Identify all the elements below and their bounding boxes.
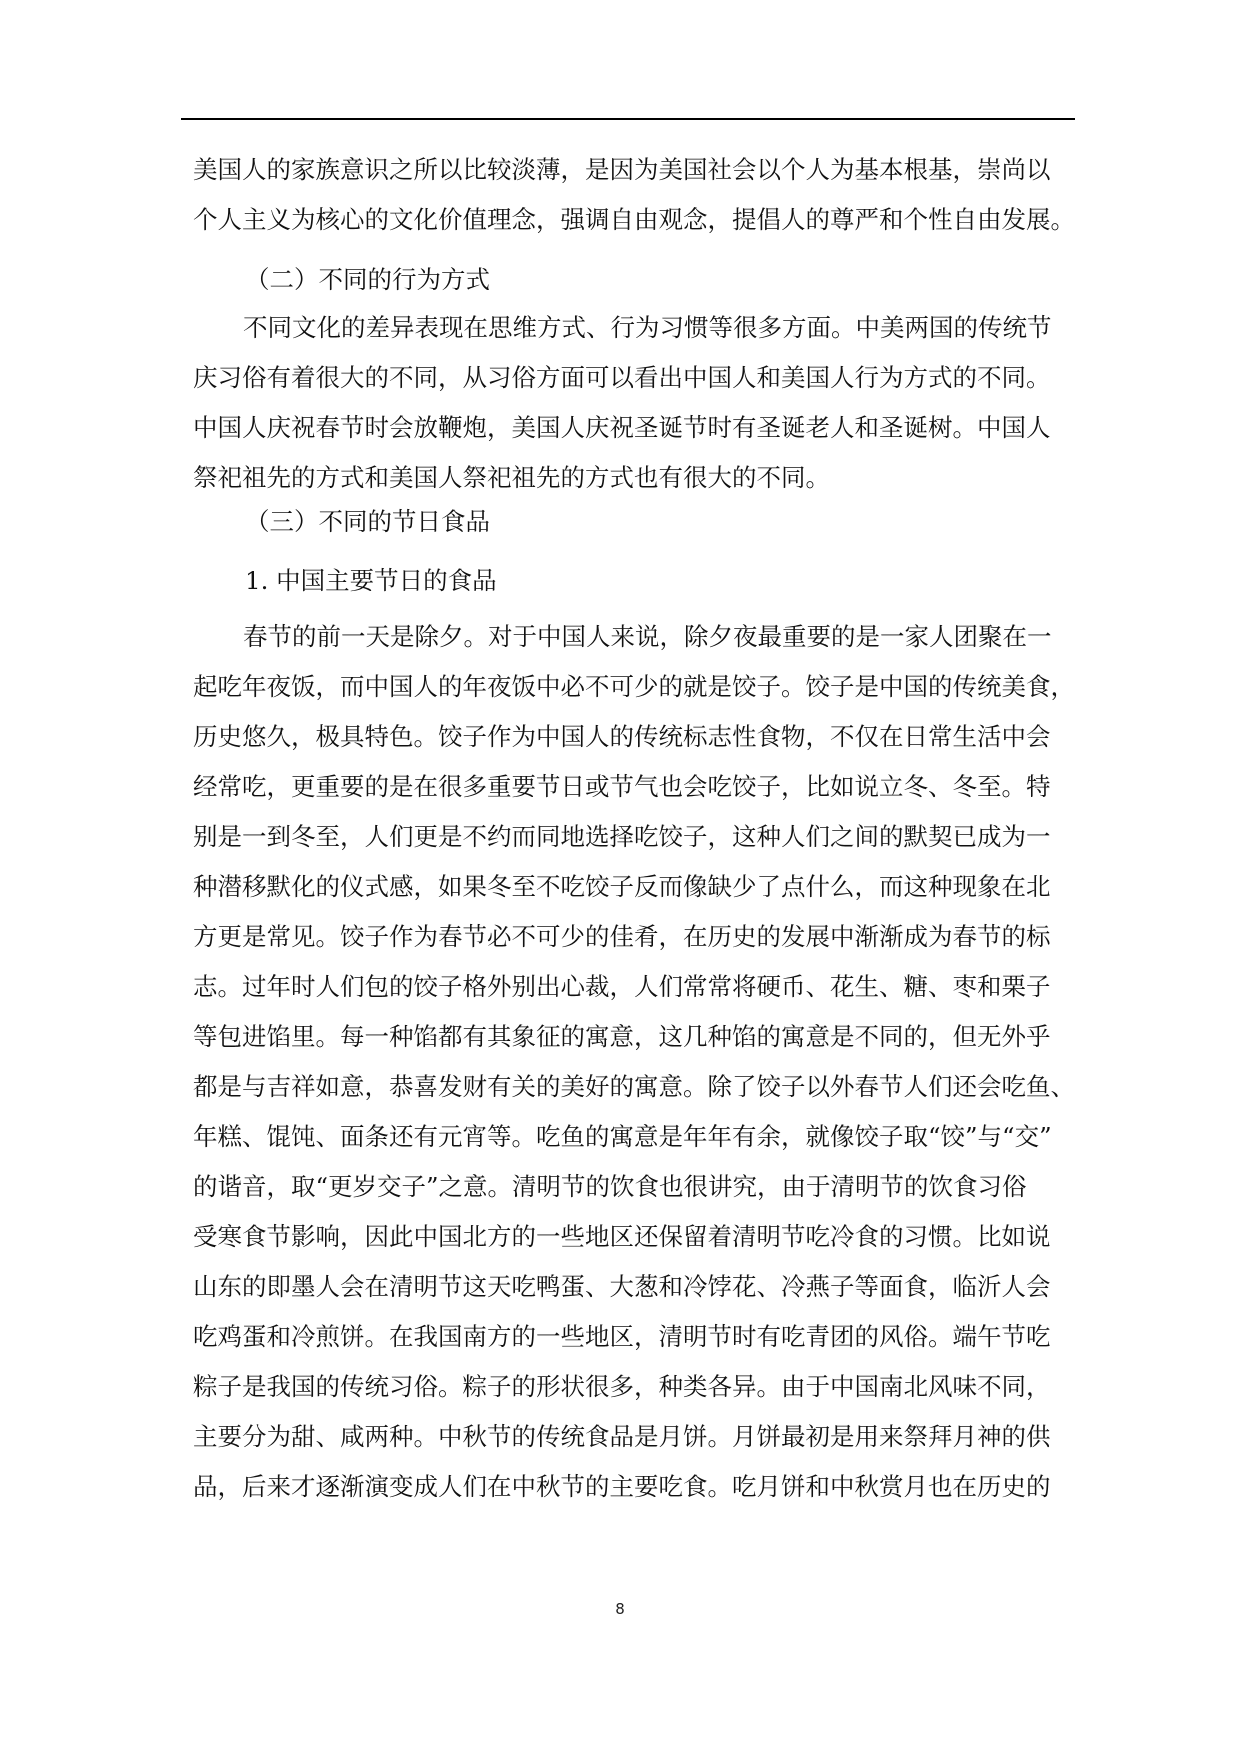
text-line: 志。过年时人们包的饺子格外别出心裁，人们常常将硬币、花生、糖、枣和栗子 bbox=[193, 972, 1051, 1001]
paragraph-food bbox=[193, 612, 1073, 1512]
text-line: 春节的前一天是除夕。对于中国人来说，除夕夜最重要的是一家人团聚在一 bbox=[243, 622, 1052, 651]
text-line: 都是与吉祥如意，恭喜发财有关的美好的寓意。除了饺子以外春节人们还会吃鱼、 bbox=[193, 1072, 1075, 1101]
page-number: 8 bbox=[615, 1600, 625, 1618]
text-line: 祭祀祖先的方式和美国人祭祀祖先的方式也有很大的不同。 bbox=[193, 463, 830, 492]
text-line: 粽子是我国的传统习俗。粽子的形状很多，种类各异。由于中国南北风味不同， bbox=[193, 1372, 1051, 1401]
heading-text: （三）不同的节日食品 bbox=[245, 507, 490, 536]
paragraph-intro-continuation bbox=[193, 145, 1073, 245]
paragraph-behavior bbox=[193, 303, 1073, 503]
text-line: 庆习俗有着很大的不同，从习俗方面可以看出中国人和美国人行为方式的不同。 bbox=[193, 363, 1051, 392]
text-line: 等包进馅里。每一种馅都有其象征的寓意，这几种馅的寓意是不同的，但无外乎 bbox=[193, 1022, 1051, 1051]
header-rule bbox=[181, 118, 1075, 120]
text-line: 山东的即墨人会在清明节这天吃鸭蛋、大葱和冷饽花、冷燕子等面食，临沂人会 bbox=[193, 1272, 1051, 1301]
text-line: 方更是常见。饺子作为春节必不可少的佳肴，在历史的发展中渐渐成为春节的标 bbox=[193, 922, 1051, 951]
text-line: 吃鸡蛋和冷煎饼。在我国南方的一些地区，清明节时有吃青团的风俗。端午节吃 bbox=[193, 1322, 1051, 1351]
subheading-1 bbox=[245, 556, 1125, 606]
subheading-text: 1. 中国主要节日的食品 bbox=[245, 566, 497, 595]
text-line: 种潜移默化的仪式感，如果冬至不吃饺子反而像缺少了点什么，而这种现象在北 bbox=[193, 872, 1051, 901]
text-line: 经常吃，更重要的是在很多重要节日或节气也会吃饺子，比如说立冬、冬至。特 bbox=[193, 772, 1051, 801]
text-line: 受寒食节影响，因此中国北方的一些地区还保留着清明节吃冷食的习惯。比如说 bbox=[193, 1222, 1051, 1251]
text-line: 年糕、馄饨、面条还有元宵等。吃鱼的寓意是年年有余，就像饺子取“饺”与“交” bbox=[193, 1122, 1052, 1151]
section-heading-3 bbox=[245, 497, 1125, 547]
text-line: 的谐音，取“更岁交子”之意。清明节的饮食也很讲究，由于清明节的饮食习俗 bbox=[193, 1172, 1027, 1201]
text-line: 个人主义为核心的文化价值理念，强调自由观念，提倡人的尊严和个性自由发展。 bbox=[193, 205, 1075, 234]
text-line: 品，后来才逐渐演变成人们在中秋节的主要吃食。吃月饼和中秋赏月也在历史的 bbox=[193, 1472, 1051, 1501]
text-line: 不同文化的差异表现在思维方式、行为习惯等很多方面。中美两国的传统节 bbox=[243, 313, 1052, 342]
text-line: 起吃年夜饭，而中国人的年夜饭中必不可少的就是饺子。饺子是中国的传统美食， bbox=[193, 672, 1075, 701]
heading-text: （二）不同的行为方式 bbox=[245, 265, 490, 294]
text-line: 美国人的家族意识之所以比较淡薄，是因为美国社会以个人为基本根基，崇尚以 bbox=[193, 155, 1051, 184]
text-line: 主要分为甜、咸两种。中秋节的传统食品是月饼。月饼最初是用来祭拜月神的供 bbox=[193, 1422, 1051, 1451]
text-line: 中国人庆祝春节时会放鞭炮，美国人庆祝圣诞节时有圣诞老人和圣诞树。中国人 bbox=[193, 413, 1051, 442]
text-line: 别是一到冬至，人们更是不约而同地选择吃饺子，这种人们之间的默契已成为一 bbox=[193, 822, 1051, 851]
text-line: 历史悠久，极具特色。饺子作为中国人的传统标志性食物，不仅在日常生活中会 bbox=[193, 722, 1051, 751]
section-heading-2 bbox=[245, 255, 1125, 305]
